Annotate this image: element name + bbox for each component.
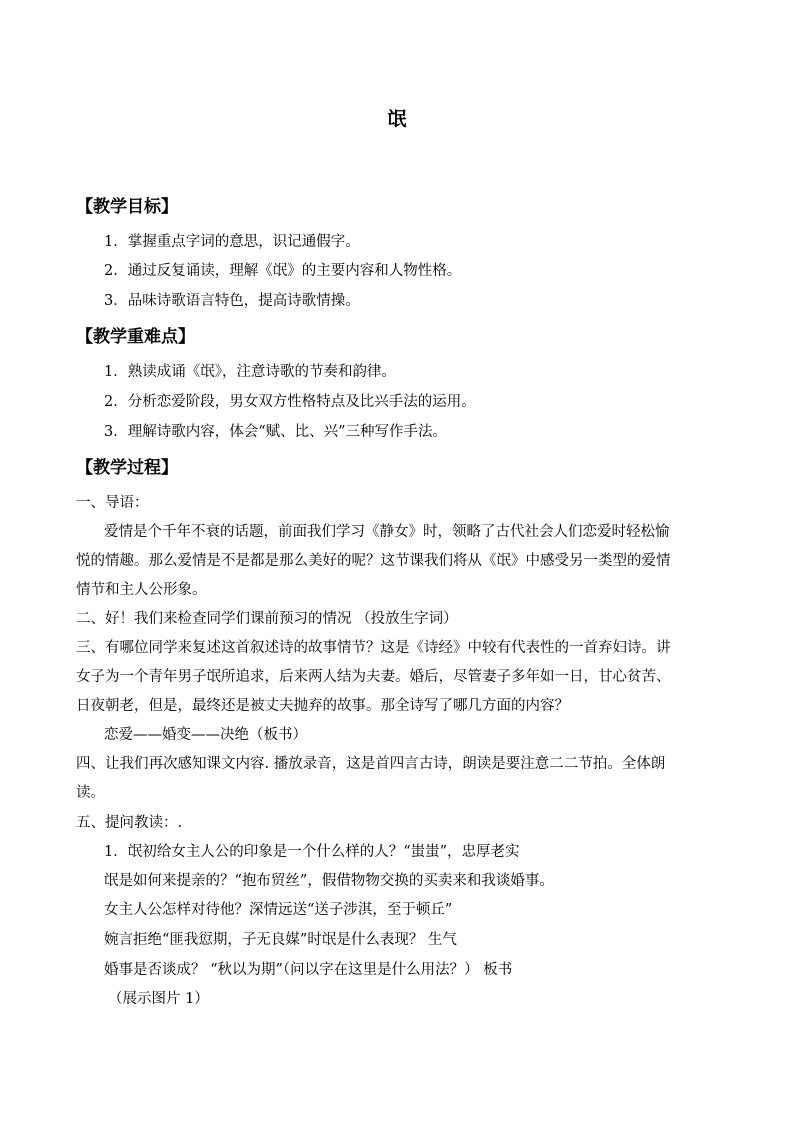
process-line: 四、让我们再次感知课文内容. 播放录音，这是首四言古诗，朗读是要注意二二节拍。全体朗	[76, 756, 666, 772]
process-line: 爱情是个千年不衰的话题，前面我们学习《静女》时，领略了古代社会人们恋爱时轻松愉	[104, 524, 670, 540]
process-line: 氓是如何来提亲的？“抱布贸丝”，假借物物交换的买卖来和我谈婚事。	[104, 873, 554, 889]
process-line: 女子为一个青年男子氓所追求，后来两人结为夫妻。婚后，尽管妻子多年如一日，甘心贫苦、	[76, 669, 671, 685]
process-line: 一、导语：	[76, 495, 149, 511]
process-line: 情节和主人公形象。	[76, 582, 207, 598]
page-title: 氓	[387, 108, 407, 130]
process-line: 恋爱——婚变——决绝（板书）	[104, 727, 307, 743]
keypoint-item: 1．熟读成诵《氓》，注意诗歌的节奏和韵律。	[104, 364, 396, 380]
keypoint-item: 3．理解诗歌内容，体会“赋、比、兴”三种写作手法。	[104, 424, 448, 440]
process-line: 日夜朝老，但是，最终还是被丈夫抛弃的故事。那全诗写了哪几方面的内容？	[76, 698, 569, 714]
process-line: 三、有哪位同学来复述这首叙述诗的故事情节？这是《诗经》中较有代表性的一首弃妇诗。讲	[76, 640, 671, 656]
process-line: （展示图片 1）	[108, 991, 209, 1007]
keypoints-heading: 【教学重难点】	[76, 327, 195, 347]
process-line: 1．氓初给女主人公的印象是一个什么样的人？“蚩蚩”，忠厚老实	[104, 844, 520, 860]
objectives-heading: 【教学目标】	[76, 197, 178, 217]
process-line: 二、好！我们来检查同学们课前预习的情况 （投放生字词）	[76, 611, 458, 627]
process-line: 婉言拒绝“匪我愆期，子无良媒”时氓是什么表现？ 生气	[104, 932, 457, 948]
objective-item: 1．掌握重点字词的意思，识记通假字。	[104, 234, 360, 250]
process-heading: 【教学过程】	[76, 458, 178, 478]
process-line: 读。	[76, 785, 105, 801]
process-line: 婚事是否谈成？ “秋以为期”（问以字在这里是什么用法？） 板书	[104, 962, 513, 978]
keypoint-item: 2．分析恋爱阶段，男女双方性格特点及比兴手法的运用。	[104, 394, 476, 410]
process-line: 女主人公怎样对待他？深情远送“送子涉淇，至于顿丘”	[104, 902, 453, 918]
objective-item: 3．品味诗歌语言特色，提高诗歌情操。	[104, 293, 360, 309]
process-line: 五、提问教读：.	[76, 815, 183, 831]
process-line: 悦的情趣。那么爱情是不是都是那么美好的呢？这节课我们将从《氓》中感受另一类型的爱情	[76, 553, 671, 569]
objective-item: 2．通过反复诵读，理解《氓》的主要内容和人物性格。	[104, 263, 462, 279]
